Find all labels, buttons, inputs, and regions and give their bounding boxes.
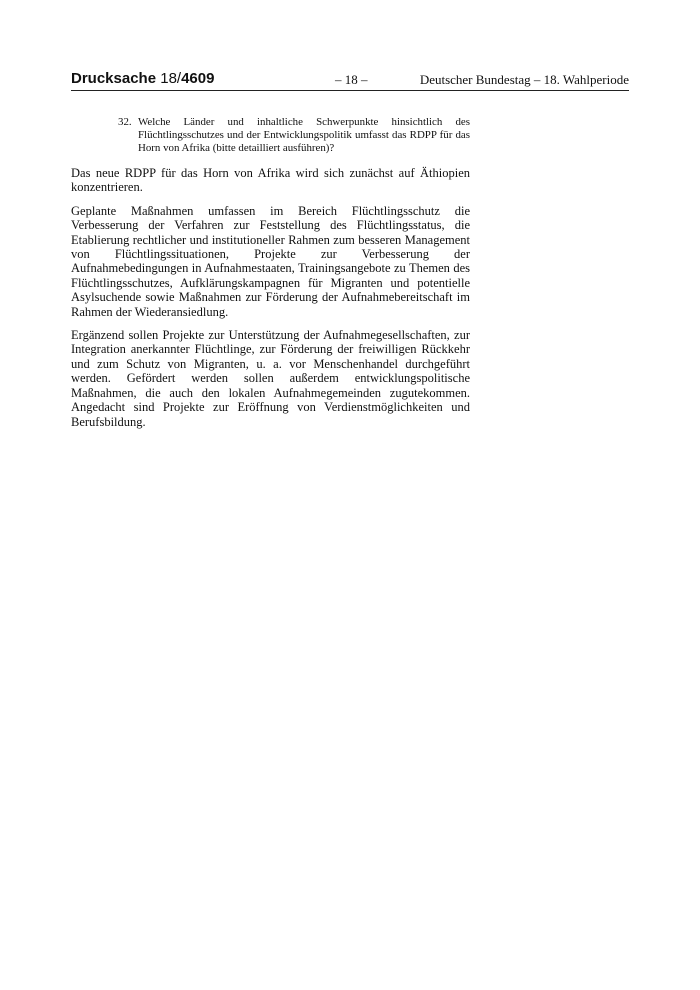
header-divider xyxy=(71,90,629,91)
question-number: 32. xyxy=(118,116,132,128)
page-number: – 18 – xyxy=(335,72,368,87)
answer-block xyxy=(71,166,470,438)
question-block xyxy=(118,116,470,154)
document-number xyxy=(71,70,214,88)
answer-paragraph-3: Ergänzend sollen Projekte zur Unterstützung der Aufnahmegesellschaften, zur Integration anerkannter Flüchtlinge, zur Förderung der freiwilligen Rückkehr und zum Schutz von Migranten, u. a. vor Menschenhandel durchgeführt werden. Gefördert werden sollen außerdem entwicklungspolitische Maßnahmen, die auch den lokalen Aufnahmegemeinden zugutekommen. Angedacht sind Projekte zur Eröffnung von Verdienstmöglichkeiten und Berufsbildung. xyxy=(71,328,470,429)
institution-name: Deutscher Bundestag – 18. Wahlperiode xyxy=(419,72,629,87)
document-label: Drucksache xyxy=(71,70,157,87)
answer-paragraph-2: Geplante Maßnahmen umfassen im Bereich Flüchtlingsschutz die Verbesserung der Verfahren zur Feststellung des Flüchtlingsstatus, die Etablierung rechtlicher und institutioneller Rahmen zum besseren Management von Flüchtlingssituationen, Projekte zur Verbesserung der Aufnahmebedingungen in Aufnahmestaaten, Trainingsangebote zu Themen des Flüchtlingsschutzes, Aufklärungskampagnen für Migranten und potentielle Asylsuchende sowie Maßnahmen zur Förderung der Aufnahmebereitschaft im Rahmen der Wiederansiedlung. xyxy=(71,203,470,319)
page-header xyxy=(71,70,629,90)
document-number-prefix: 18/ xyxy=(160,70,182,87)
question-text: Welche Länder und inhaltliche Schwerpunkte hinsichtlich des Flüchtlingsschutzes und der Entwicklungspolitik umfasst das RDPP für das Horn von Afrika (bitte detailliert ausführen)? xyxy=(138,116,470,154)
answer-paragraph-1: Das neue RDPP für das Horn von Afrika wird sich zunächst auf Äthiopien konzentrieren. xyxy=(71,166,470,195)
document-number-main: 4609 xyxy=(181,70,215,87)
